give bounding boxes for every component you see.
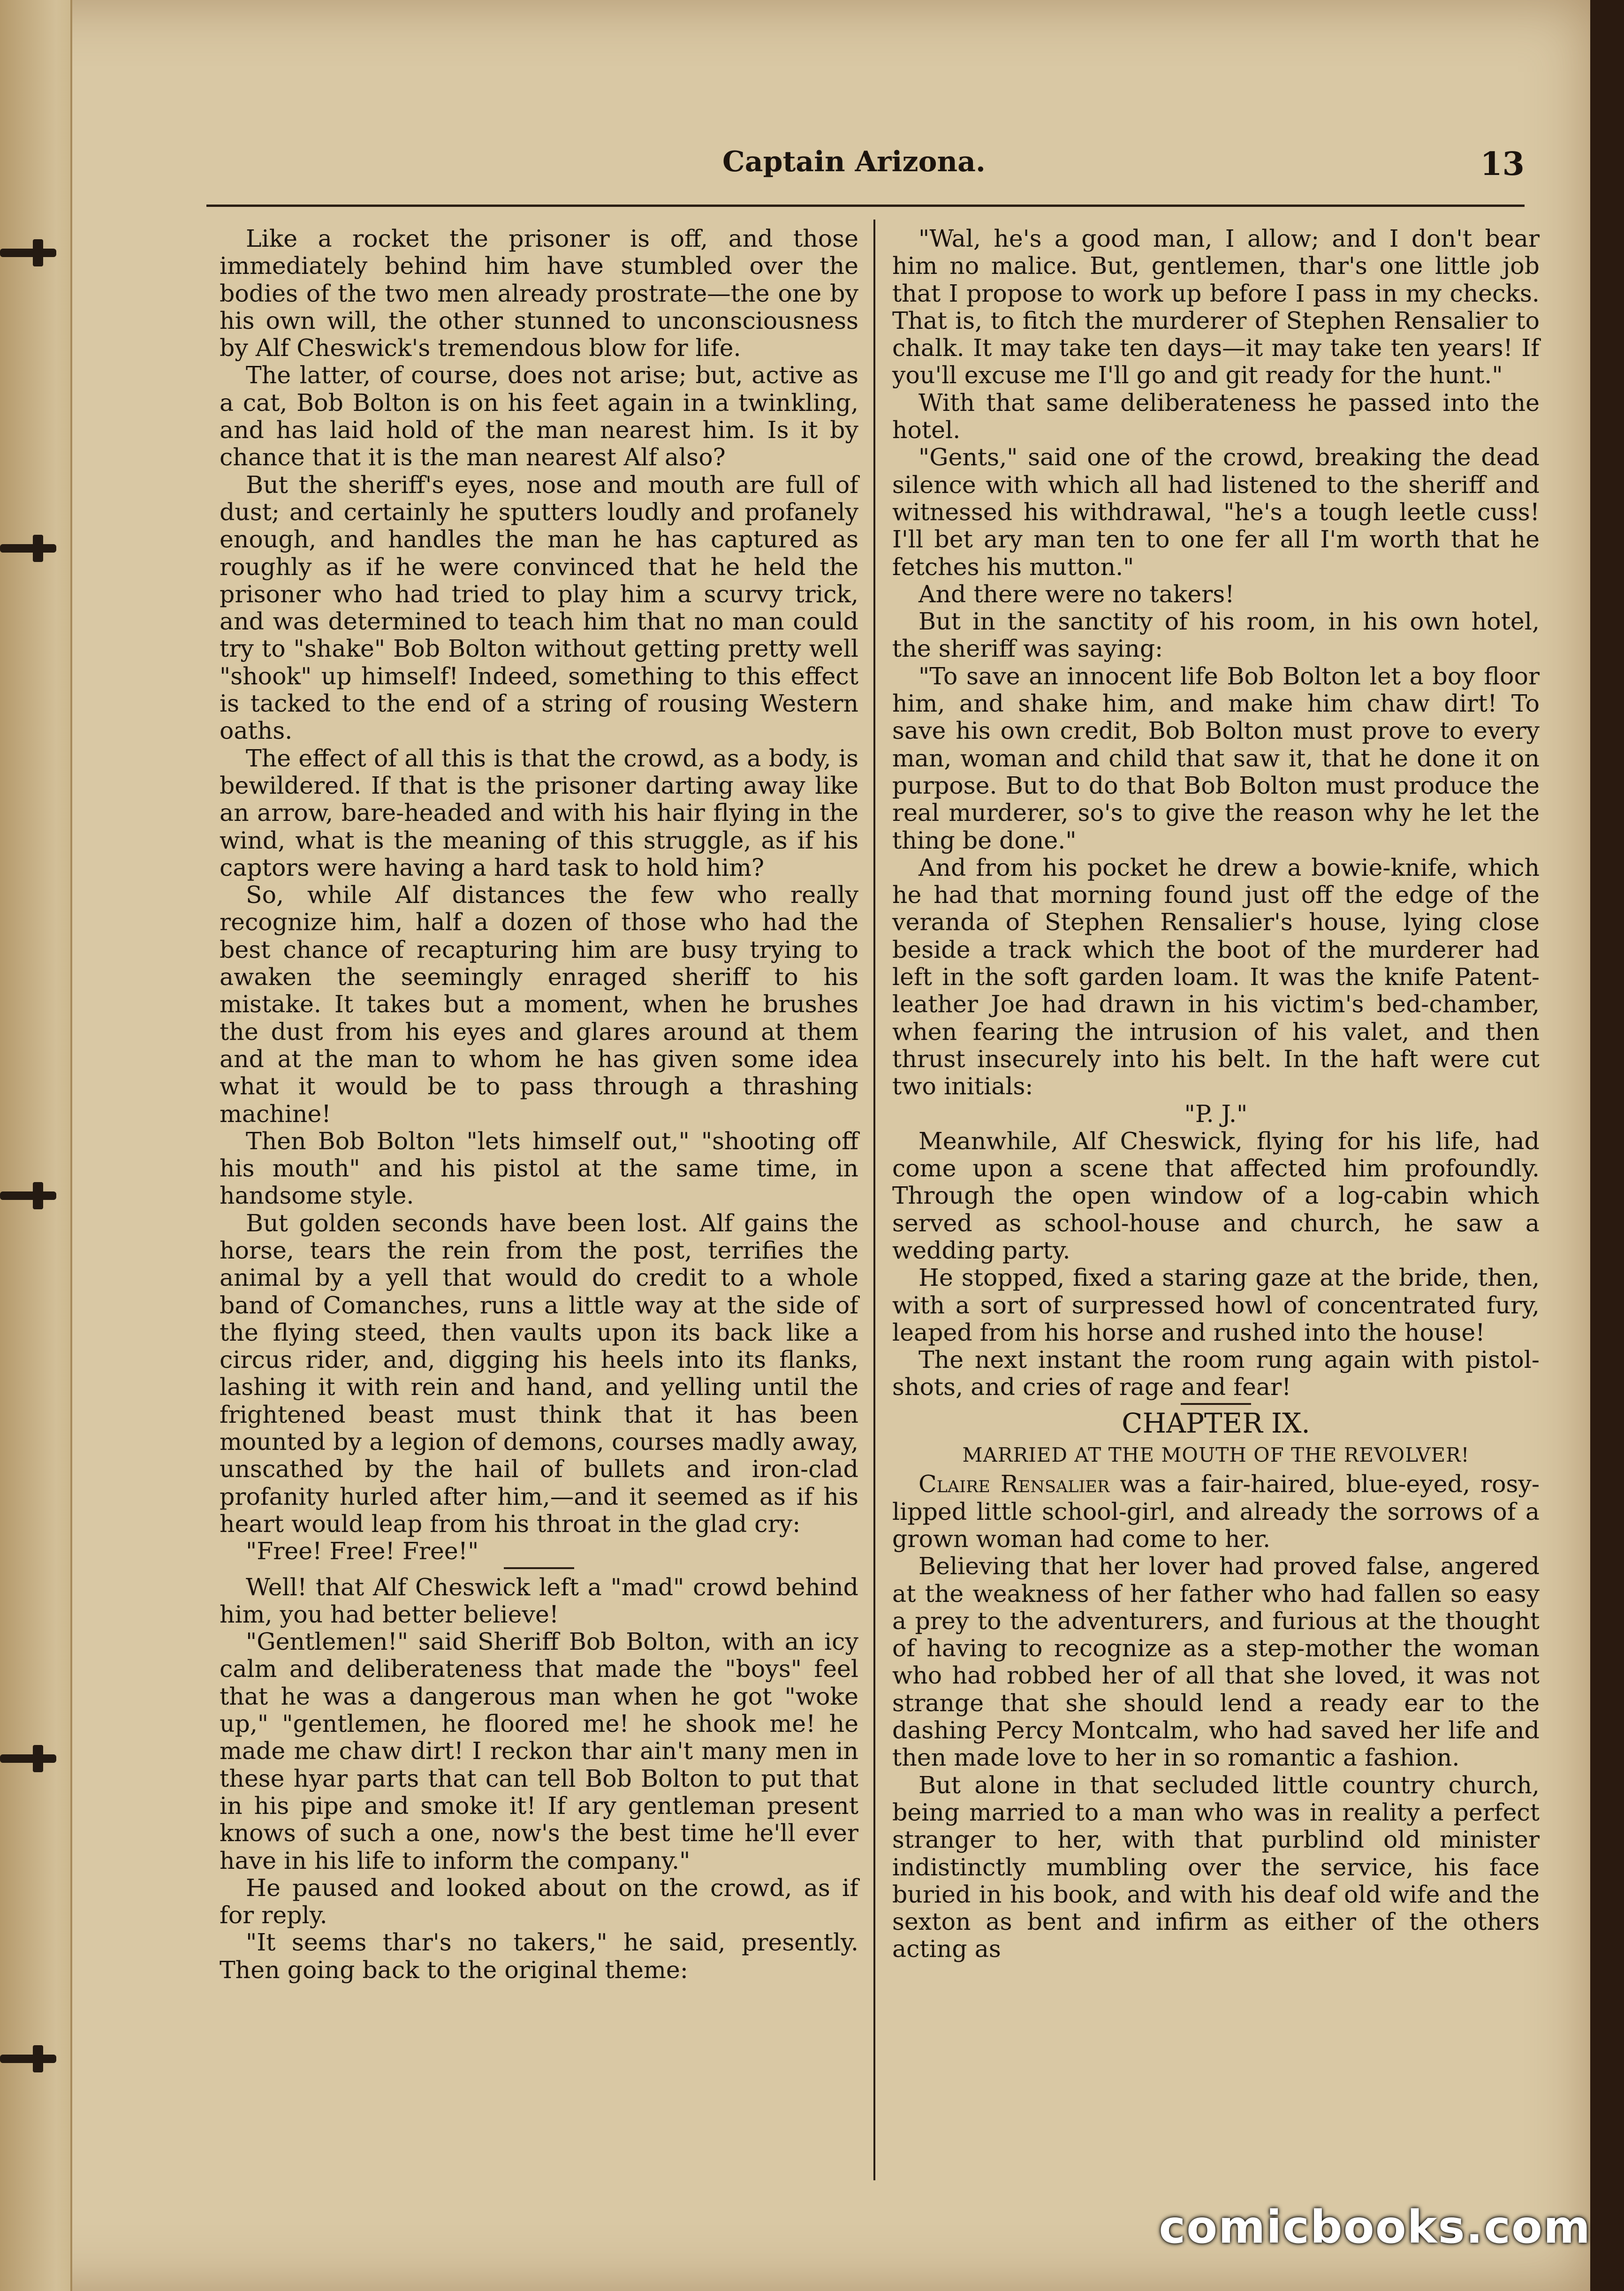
binding-staple [0,2055,56,2063]
page-number: 13 [1480,145,1525,183]
paragraph: The latter, of course, does not arise; but, active as a cat, Bob Bolton is on his feet again in a twinkling, and has laid hold of the man nearest him. Is it by chance that it is the man nearest Alf also? [220,361,858,471]
paragraph: And from his pocket he drew a bowie-knife, which he had that morning found just off the edge of the veranda of Stephen Rensalier's house, lying close beside a track which the boot of the murderer had left in the soft garden loam. It was the knife Patent-leather Joe had drawn in his victim's bed-chamber, when fearing the intrusion of his valet, and then thrust insecurely into his belt. In the haft were cut two initials: [892,853,1540,1100]
header-rule [206,205,1525,207]
lead-text: was a fair-haired, blue-eyed, rosy-lipped little school-girl, and already the sorrows of a grown woman had come to her. [892,1470,1540,1553]
paragraph: He stopped, fixed a staring gaze at the bride, then, with a sort of surpressed howl of concentrated fury, leaped from his horse and rushed into the house! [892,1264,1540,1346]
paragraph: Well! that Alf Cheswick left a "mad" crowd behind him, you had better believe! [220,1573,858,1628]
left-column [220,225,858,1984]
binding-staple [0,544,56,553]
running-title: Captain Arizona. [722,145,986,178]
paragraph: "To save an innocent life Bob Bolton let a boy floor him, and shake him, and make him chaw dirt! To save his own credit, Bob Bolton must prove to every man, woman and child that saw it, that he done it on purpose. But to do that Bob Bolton must produce the real murderer, so's to give the reason why he let the thing be done." [892,662,1540,854]
paragraph: But the sheriff's eyes, nose and mouth are full of dust; and certainly he sputters loudly and profanely enough, and handles the man he has captured as roughly as if he were convinced that he held the prisoner who had tried to play him a scurvy trick, and was determined to teach him that no man could try to "shake" Bob Bolton without getting pretty well "shook" up himself! Indeed, something to this effect is tacked to the end of a string of rousing Western oaths. [220,470,858,745]
paragraph: Believing that her lover had proved false, angered at the weakness of her father who had fallen so easy a prey to the adventurers, and furious at the thought of having to recognize as a step-mother the woman who had robbed her of all that she loved, it was not strange that she should lend a ready ear to the dashing Percy Montcalm, who had saved her life and then made love to her in so romantic a fashion. [892,1552,1540,1772]
page-header [206,141,1525,197]
paragraph: "Gentlemen!" said Sheriff Bob Bolton, with an icy calm and deliberateness that made the "boys" feel that he was a dangerous man when he got "woke up," "gentlemen, he floored me! he shook me! he made me chaw dirt! I reckon thar ain't many men in these hyar parts that can tell Bob Bolton to put that in his pipe and smoke it! If ary gentleman present knows of such a one, now's the best time he'll ever have in his life to inform the company." [220,1628,858,1874]
paragraph: The effect of all this is that the crowd, as a body, is bewildered. If that is the prisoner darting away like an arrow, bare-headed and with his hair flying in the wind, what is the meaning of this struggle, as if his captors were having a hard task to hold him? [220,744,858,881]
paragraph: So, while Alf distances the few who really recognize him, half a dozen of those who had the best chance of recapturing him are busy trying to awaken the seemingly enraged sheriff to his mistake. It takes but a moment, when he brushes the dust from his eyes and glares around at them and at the man to whom he has given some idea what it would be to pass through a thrashing machine! [220,881,858,1128]
paragraph: The next instant the room rung again with pistol-shots, and cries of rage and fear! [892,1346,1540,1401]
paragraph: He paused and looked about on the crowd, as if for reply. [220,1874,858,1929]
knife-initials: "P. J." [1184,1100,1248,1128]
column-divider [873,220,875,2180]
chapter-lead-paragraph [892,1471,1540,1553]
lead-name: Claire Rensalier [918,1470,1110,1498]
page-spine [0,0,72,2291]
binding-staple [0,249,56,257]
paragraph: But in the sanctity of his room, in his own hotel, the sheriff was saying: [892,607,1540,663]
paragraph: With that same deliberateness he passed into the hotel. [892,388,1540,444]
paragraph: And there were no takers! [918,580,1235,608]
paragraph: Then Bob Bolton "lets himself out," "shooting off his mouth" and his pistol at the same time, in handsome style. [220,1127,858,1210]
paragraph: "It seems thar's no takers," he said, presently. Then going back to the original theme: [220,1928,858,1984]
paragraph: "Wal, he's a good man, I allow; and I don't bear him no malice. But, gentlemen, thar's one little job that I propose to work up before I pass in my checks. That is, to fitch the murderer of Stephen Rensalier to chalk. It may take ten days—it may take ten years! If you'll excuse me I'll go and git ready for the hunt." [892,225,1540,389]
paragraph: "Gents," said one of the crowd, breaking the dead silence with which all had listened to the sheriff and witnessed his withdrawal, "he's a tough leetle cuss! I'll bet ary man ten to one fer all I'm worth that he fetches his mutton." [892,443,1540,581]
chapter-rule [1181,1403,1251,1405]
chapter-title: CHAPTER IX. [1122,1407,1310,1439]
paragraph: "Free! Free! Free!" [246,1537,479,1565]
chapter-subtitle: MARRIED AT THE MOUTH OF THE REVOLVER! [962,1443,1470,1467]
right-column [892,225,1540,1963]
paragraph: Like a rocket the prisoner is off, and those immediately behind him have stumbled over the bodies of the two men already prostrate—the one by his own will, the other stunned to unconsciousness by Alf Cheswick's tremendous blow for life. [220,225,858,362]
binding-staple [0,1754,56,1763]
paragraph: Meanwhile, Alf Cheswick, flying for his life, had come upon a scene that affected him profoundly. Through the open window of a log-cabin which served as school-house and church, he saw a wedding party. [892,1127,1540,1264]
section-rule [504,1567,574,1569]
site-watermark: comicbooks.com [1159,2201,1591,2253]
paragraph: But golden seconds have been lost. Alf gains the horse, tears the rein from the post, terrifies the animal by a yell that would do credit to a whole band of Comanches, runs a little way at the side of the flying steed, then vaults upon its back like a circus rider, and, digging his heels into its flanks, lashing it with rein and hand, and yelling until the frightened beast must think that it has been mounted by a legion of demons, courses madly away, unscathed by the hail of bullets and iron-clad profanity hurled after him,—and it seemed as if his heart would leap from his throat in the glad cry: [220,1209,858,1538]
paragraph: But alone in that secluded little country church, being married to a man who was in reality a perfect stranger to her, with that purblind old minister indistinctly mumbling over the service, his face buried in his book, and with his deaf old wife and the sexton as bent and infirm as either of the others acting as [892,1771,1540,1963]
binding-staple [0,1191,56,1200]
